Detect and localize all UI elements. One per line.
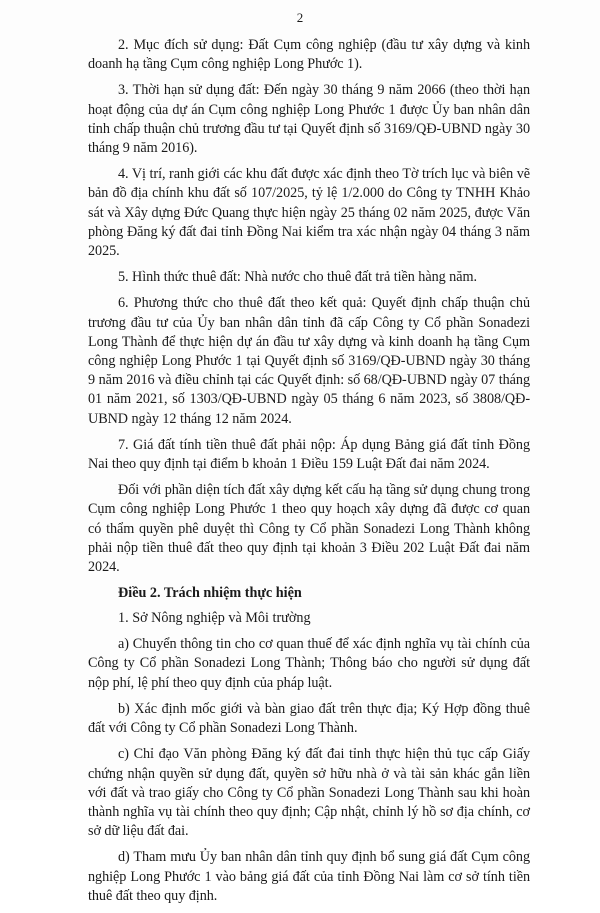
item-b: b) Xác định mốc giới và bàn giao đất trên thực địa; Ký Hợp đồng thuê đất với Công ty Cổ phần Sonadezi Long Thành. — [88, 700, 530, 737]
paragraph-lease-method: 6. Phương thức cho thuê đất theo kết quả: Quyết định chấp thuận chủ trương đầu tư của Ủy ban nhân dân tỉnh đã cấp Công ty Cổ phần Sonadezi Long Thành để thực hiện dự án đầu tư xây dựng và kinh doanh hạ tầng Cụm công nghiệp Long Phước 1 tại Quyết định số 3169/QĐ-UBND ngày 30 tháng 9 năm 2016 và điều chỉnh tại các Quyết định: số 68/QĐ-UBND ngày 07 tháng 01 năm 2021, số 1303/QĐ-UBND ngày 05 tháng 6 năm 2023, số 3808/QĐ-UBND ngày 12 tháng 12 năm 2024. — [88, 295, 530, 427]
paragraph-term: 3. Thời hạn sử dụng đất: Đến ngày 30 tháng 9 năm 2066 (theo thời hạn hoạt động của dự án Cụm công nghiệp Long Phước 1 được Ủy ban nhân dân tỉnh chấp thuận chủ trương đầu tư tại Quyết định số 3169/QĐ-UBND ngày 30 tháng 9 năm 2016). — [88, 82, 530, 157]
item-d: d) Tham mưu Ủy ban nhân dân tỉnh quy định bổ sung giá đất Cụm công nghiệp Long Phước 1 vào bảng giá đất của tỉnh Đồng Nai làm cơ sở tính tiền thuê đất theo quy định. — [88, 849, 530, 904]
section-1-title: 1. Sở Nông nghiệp và Môi trường — [118, 610, 311, 627]
paragraph-land-price: 7. Giá đất tính tiền thuê đất phải nộp: Áp dụng Bảng giá đất tỉnh Đồng Nai theo quy định tại điểm b khoản 1 Điều 159 Luật Đất đai năm 2024. — [88, 436, 530, 473]
paragraph-lease-form: 5. Hình thức thuê đất: Nhà nước cho thuê đất trả tiền hàng năm. — [118, 269, 477, 286]
article-2-heading: Điều 2. Trách nhiệm thực hiện — [118, 585, 302, 602]
document-body — [88, 36, 530, 913]
paragraph-shared-infrastructure: Đối với phần diện tích đất xây dựng kết cấu hạ tầng sử dụng chung trong Cụm công nghiệp Long Phước 1 theo quy hoạch xây dựng đã được cơ quan có thẩm quyền phê duyệt thì Công ty Cổ phần Sonadezi Long Thành không phải nộp tiền thuê đất theo quy định tại khoản 3 Điều 202 Luật Đất đai năm 2024. — [88, 482, 530, 576]
page-number: 2 — [296, 10, 304, 25]
item-c: c) Chỉ đạo Văn phòng Đăng ký đất đai tỉnh thực hiện thủ tục cấp Giấy chứng nhận quyền sử dụng đất, quyền sở hữu nhà ở và tài sản khác gắn liền với đất và trao giấy cho Công ty Cổ phần Sonadezi Long Thành sau khi hoàn thành nghĩa vụ tài chính theo quy định; Cập nhật, chỉnh lý hồ sơ địa chính, cơ sở dữ liệu đất đai. — [88, 746, 530, 840]
paragraph-location: 4. Vị trí, ranh giới các khu đất được xác định theo Tờ trích lục và biên vẽ bản đồ địa chính khu đất số 107/2025, tỷ lệ 1/2.000 do Công ty TNHH Khảo sát và Xây dựng Đức Quang thực hiện ngày 25 tháng 02 năm 2025, được Văn phòng Đăng ký đất đai tỉnh Đồng Nai kiểm tra xác nhận ngày 04 tháng 3 năm 2025. — [88, 166, 530, 260]
paragraph-purpose: 2. Mục đích sử dụng: Đất Cụm công nghiệp (đầu tư xây dựng và kinh doanh hạ tầng Cụm công nghiệp Long Phước 1). — [88, 37, 530, 73]
item-a: a) Chuyển thông tin cho cơ quan thuế để xác định nghĩa vụ tài chính của Công ty Cổ phần Sonadezi Long Thành; Thông báo cho người sử dụng đất nộp phí, lệ phí theo quy định của pháp luật. — [88, 636, 530, 691]
